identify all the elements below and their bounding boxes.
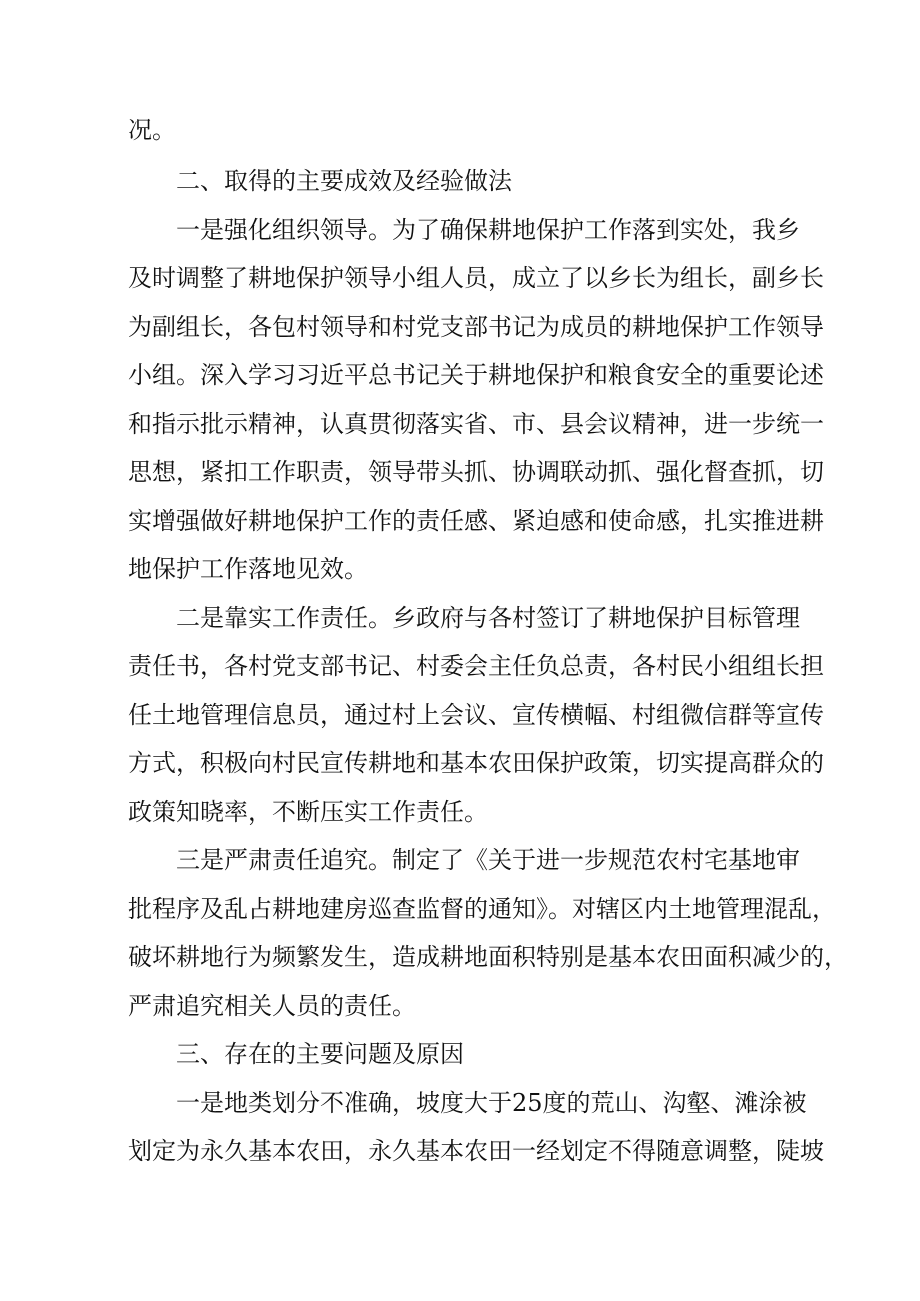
section-heading: 二、取得的主要成效及经验做法 — [176, 167, 512, 195]
paragraph-line: 方式，积极向村民宣传耕地和基本农田保护政策，切实提高群众的 — [128, 749, 824, 777]
paragraph-line: 小组。深入学习习近平总书记关于耕地保护和粮食安全的重要论述 — [128, 361, 824, 389]
paragraph-line: 责任书，各村党支部书记、村委会主任负总责，各村民小组组长担 — [128, 652, 824, 680]
paragraph-line: 三是严肃责任追究。制定了《关于进一步规范农村宅基地审 — [176, 846, 800, 874]
section-heading: 三、存在的主要问题及原因 — [176, 1040, 464, 1068]
paragraph-line: 及时调整了耕地保护领导小组人员，成立了以乡长为组长，副乡长 — [128, 264, 824, 292]
paragraph-line: 批程序及乱占耕地建房巡查监督的通知》。对辖区内土地管理混乱， — [128, 895, 836, 923]
paragraph-line: 政策知晓率，不断压实工作责任。 — [128, 798, 488, 826]
paragraph-line: 一是地类划分不准确，坡度大于25度的荒山、沟壑、滩涂被 — [176, 1089, 807, 1117]
paragraph-line: 一是强化组织领导。为了确保耕地保护工作落到实处，我乡 — [176, 216, 800, 244]
paragraph-line: 思想，紧扣工作职责，领导带头抓、协调联动抓、强化督查抓，切 — [128, 458, 824, 486]
paragraph-line: 和指示批示精神，认真贯彻落实省、市、县会议精神，进一步统一 — [128, 410, 824, 438]
text-line: 况。 — [128, 116, 176, 144]
paragraph-line: 地保护工作落地见效。 — [128, 555, 368, 583]
paragraph-line: 二是靠实工作责任。乡政府与各村签订了耕地保护目标管理 — [176, 604, 800, 632]
paragraph-line: 划定为永久基本农田，永久基本农田一经划定不得随意调整，陡坡 — [128, 1137, 824, 1165]
paragraph-line: 严肃追究相关人员的责任。 — [128, 992, 416, 1020]
paragraph-line: 实增强做好耕地保护工作的责任感、紧迫感和使命感，扎实推进耕 — [128, 507, 824, 535]
paragraph-line: 破坏耕地行为频繁发生，造成耕地面积特别是基本农田面积减少的， — [128, 943, 848, 971]
paragraph-line: 任土地管理信息员，通过村上会议、宣传横幅、村组微信群等宣传 — [128, 701, 824, 729]
paragraph-line: 为副组长，各包村领导和村党支部书记为成员的耕地保护工作领导 — [128, 313, 824, 341]
